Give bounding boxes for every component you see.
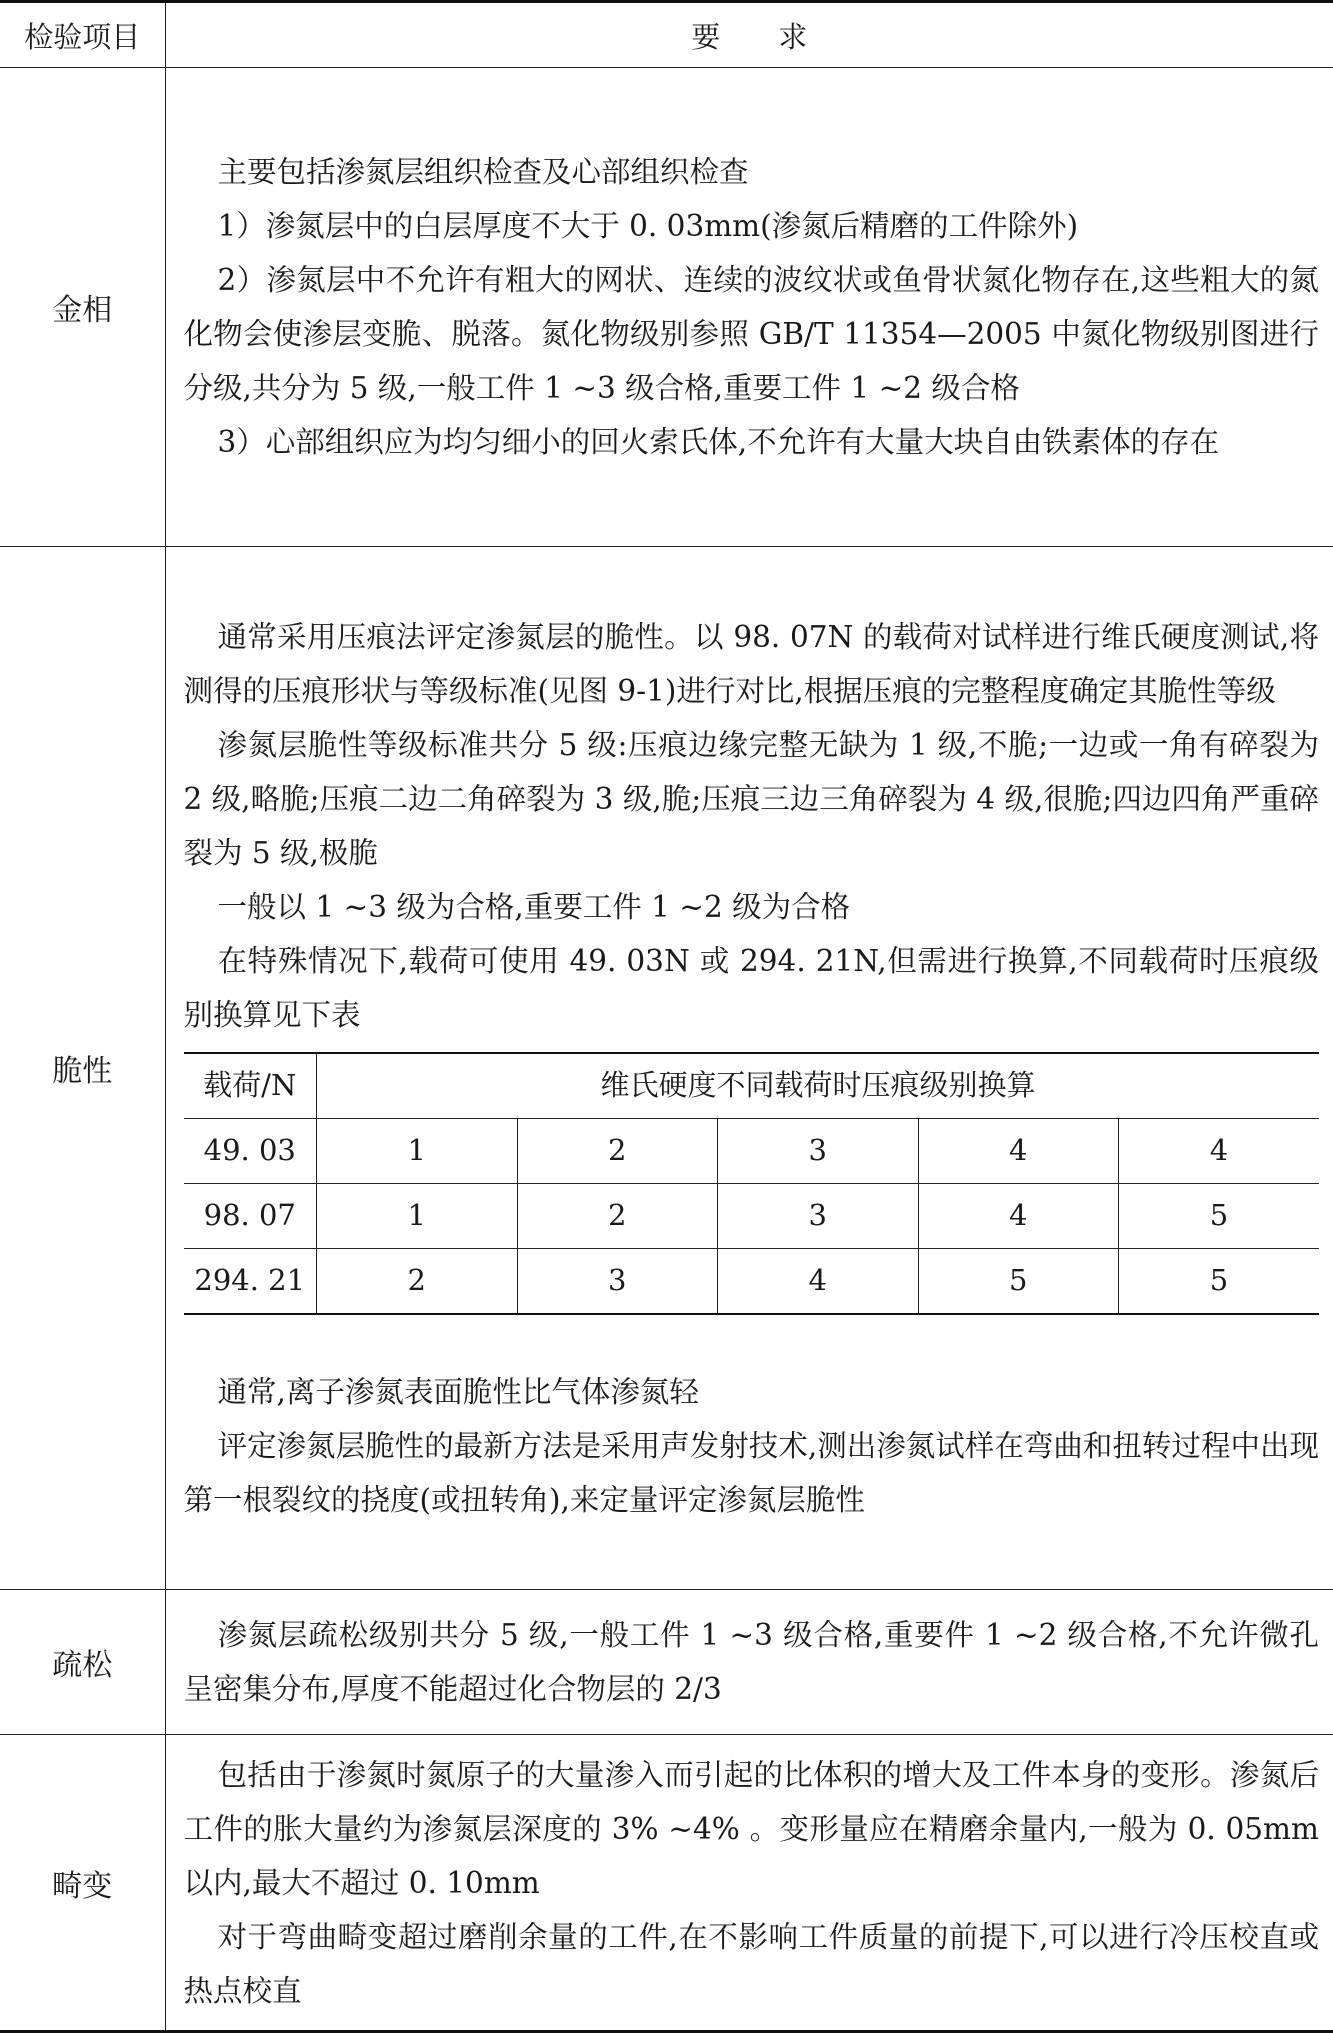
paragraph: 评定渗氮层脆性的最新方法是采用声发射技术,测出渗氮试样在弯曲和扭转过程中出现第一根裂纹的挠度(或扭转角),来定量评定渗氮层脆性 <box>183 1428 1319 1517</box>
load-cell: 49. 03 <box>184 1118 317 1183</box>
grade-cell: 3 <box>718 1183 919 1248</box>
table-row <box>0 68 1333 547</box>
paragraph: 通常采用压痕法评定渗氮层的脆性。以 98. 07N 的载荷对试样进行维氏硬度测试,将测得的压痕形状与等级标准(见图 9-1)进行对比,根据压痕的完整程度确定其脆性等级 <box>183 619 1319 708</box>
grade-cell: 5 <box>918 1248 1119 1314</box>
header-inspection-item: 检验项目 <box>0 2 165 68</box>
grade-cell: 3 <box>718 1118 919 1183</box>
paragraph: 3）心部组织应为均匀细小的回火索氏体,不允许有大量大块自由铁素体的存在 <box>217 425 1220 459</box>
grade-cell: 4 <box>918 1183 1119 1248</box>
paragraph: 包括由于渗氮时氮原子的大量渗入而引起的比体积的增大及工件本身的变形。渗氮后工件的胀大量约为渗氮层深度的 3% ~4% 。变形量应在精磨余量内,一般为 0. 05mm 以内,最大不超过 0. 10mm <box>183 1757 1319 1900</box>
grade-cell: 4 <box>718 1248 919 1314</box>
item-brittleness: 脆性 <box>0 547 165 1590</box>
paragraph: 渗氮层脆性等级标准共分 5 级:压痕边缘完整无缺为 1 级,不脆;一边或一角有碎裂为 2 级,略脆;压痕二边二角碎裂为 3 级,脆;压痕三边三角碎裂为 4 级,很脆;四边四角严重碎裂为 5 级,极脆 <box>183 727 1319 870</box>
paragraph: 渗氮层疏松级别共分 5 级,一般工件 1 ~3 级合格,重要件 1 ~2 级合格,不允许微孔呈密集分布,厚度不能超过化合物层的 2/3 <box>183 1618 1319 1706</box>
paragraph: 在特殊情况下,载荷可使用 49. 03N 或 294. 21N,但需进行换算,不同载荷时压痕级别换算见下表 <box>183 943 1319 1032</box>
table-row <box>0 1590 1333 1735</box>
grade-cell: 3 <box>517 1248 718 1314</box>
table-row <box>0 1735 1333 2032</box>
grade-cell: 4 <box>918 1118 1119 1183</box>
conversion-row <box>184 1248 1320 1314</box>
conversion-row <box>184 1118 1320 1183</box>
header-requirement: 要求 <box>165 2 1333 68</box>
requirement-porosity <box>165 1590 1333 1735</box>
table-row <box>0 547 1333 1590</box>
item-porosity: 疏松 <box>0 1590 165 1735</box>
paragraph: 主要包括渗氮层组织检查及心部组织检查 <box>217 155 749 189</box>
grade-cell: 2 <box>517 1118 718 1183</box>
grade-cell: 1 <box>317 1118 518 1183</box>
conversion-header-row <box>184 1053 1320 1119</box>
table-header-row <box>0 2 1333 68</box>
paragraph: 一般以 1 ~3 级为合格,重要工件 1 ~2 级为合格 <box>217 889 851 924</box>
paragraph: 2）渗氮层中不允许有粗大的网状、连续的波纹状或鱼骨状氮化物存在,这些粗大的氮化物会使渗层变脆、脱落。氮化物级别参照 GB/T 11354—2005 中氮化物级别图进行分级,共分为 5 级,一般工件 1 ~3 级合格,重要工件 1 ~2 级合格 <box>183 263 1319 405</box>
requirement-metallography <box>165 68 1333 547</box>
paragraph: 1）渗氮层中的白层厚度不大于 0. 03mm(渗氮后精磨的工件除外) <box>217 209 1079 243</box>
requirement-brittleness <box>165 547 1333 1590</box>
item-metallography: 金相 <box>0 68 165 547</box>
grade-cell: 5 <box>1119 1248 1320 1314</box>
grade-cell: 4 <box>1119 1118 1320 1183</box>
grade-cell: 2 <box>517 1183 718 1248</box>
conversion-table <box>184 1052 1320 1315</box>
paragraph: 对于弯曲畸变超过磨削余量的工件,在不影响工件质量的前提下,可以进行冷压校直或热点校直 <box>183 1919 1319 2008</box>
conversion-row <box>184 1183 1320 1248</box>
load-cell: 98. 07 <box>184 1183 317 1248</box>
conversion-table-wrap <box>184 1052 1320 1315</box>
header-conversion: 维氏硬度不同载荷时压痕级别换算 <box>317 1053 1320 1119</box>
requirement-distortion <box>165 1735 1333 2032</box>
grade-cell: 5 <box>1119 1183 1320 1248</box>
grade-cell: 1 <box>317 1183 518 1248</box>
grade-cell: 2 <box>317 1248 518 1314</box>
paragraph: 通常,离子渗氮表面脆性比气体渗氮轻 <box>217 1374 699 1409</box>
item-distortion: 畸变 <box>0 1735 165 2032</box>
header-load: 载荷/N <box>184 1053 317 1119</box>
load-cell: 294. 21 <box>184 1248 317 1314</box>
